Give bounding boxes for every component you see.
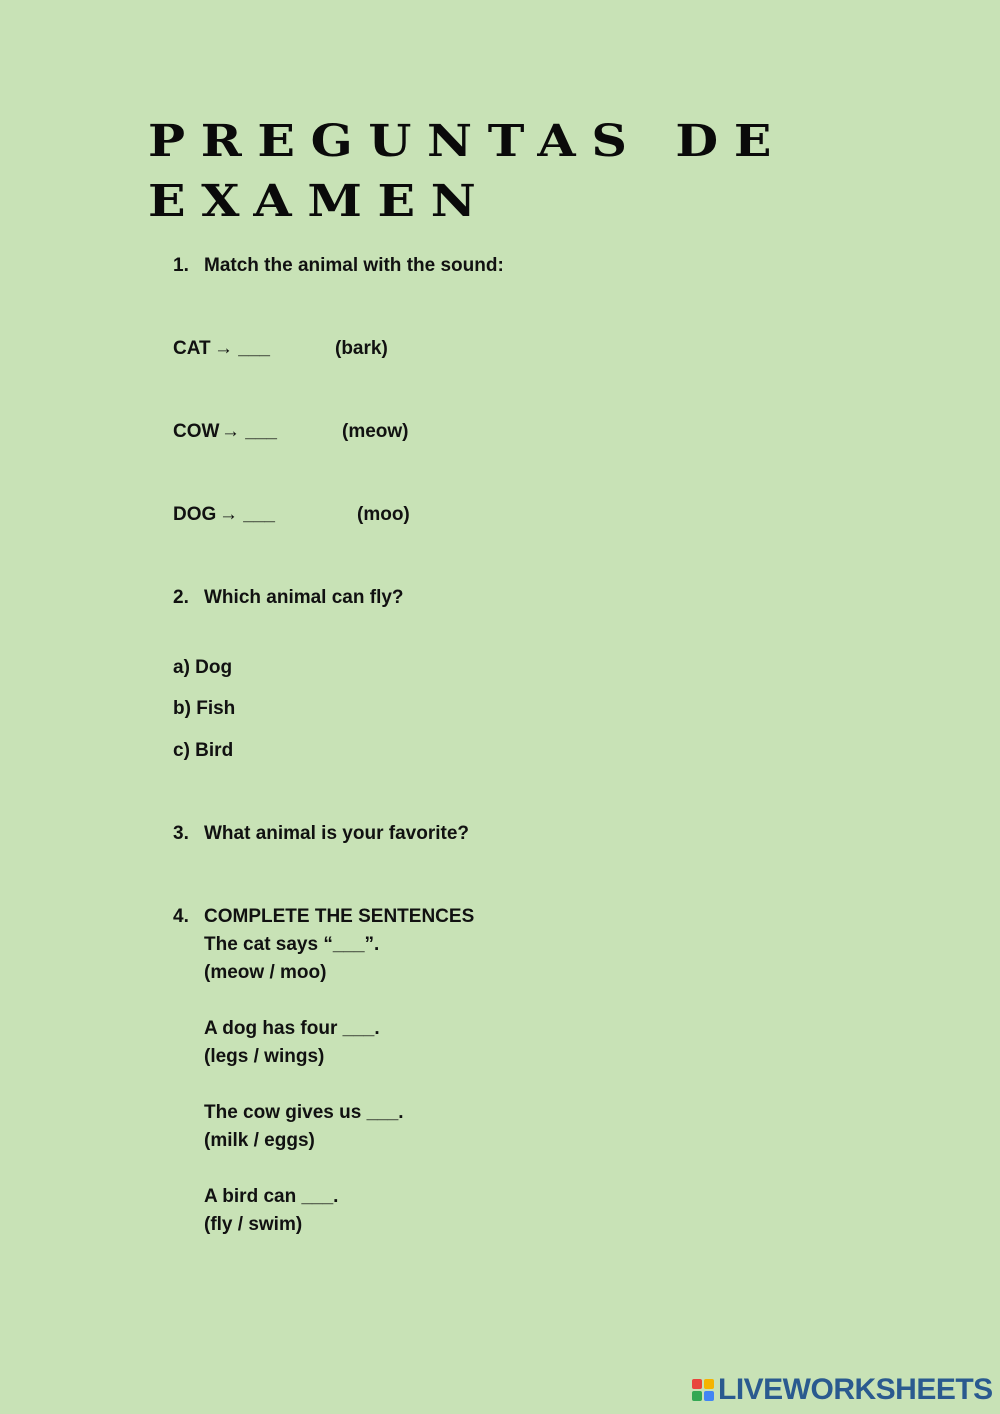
match-row-blank[interactable]: → ___ bbox=[214, 338, 270, 359]
sentence-text: The cat says “___”. bbox=[204, 934, 380, 955]
question-4-text: COMPLETE THE SENTENCES bbox=[204, 906, 475, 927]
match-row-sound: (bark) bbox=[335, 338, 388, 359]
logo-square bbox=[692, 1391, 702, 1401]
answer-option[interactable]: a) Dog bbox=[173, 657, 233, 678]
sentence-choices: (fly / swim) bbox=[204, 1214, 303, 1235]
liveworksheets-logo bbox=[692, 1374, 993, 1406]
match-row-animal: DOG bbox=[173, 504, 217, 525]
logo-square bbox=[704, 1379, 714, 1389]
question-3-text: What animal is your favorite? bbox=[204, 823, 469, 844]
sentence-choices: (milk / eggs) bbox=[204, 1130, 315, 1151]
worksheet-title: PREGUNTAS DE EXAMEN bbox=[148, 116, 788, 227]
match-row-blank[interactable]: → ___ bbox=[221, 421, 277, 442]
match-row-blank[interactable]: → ___ bbox=[219, 504, 275, 525]
question-2-text: Which animal can fly? bbox=[204, 587, 404, 608]
question-3-number: 3. bbox=[173, 823, 189, 844]
question-4-number: 4. bbox=[173, 906, 189, 927]
sentence-choices: (legs / wings) bbox=[204, 1046, 325, 1067]
logo-text: LIVEWORKSHEETS bbox=[718, 1373, 993, 1406]
answer-option[interactable]: c) Bird bbox=[173, 740, 234, 761]
question-1-number: 1. bbox=[173, 255, 189, 276]
sentence-text: A dog has four ___. bbox=[204, 1018, 380, 1039]
sentence-text: The cow gives us ___. bbox=[204, 1102, 404, 1123]
answer-option[interactable]: b) Fish bbox=[173, 698, 236, 719]
match-row-animal: COW bbox=[173, 421, 220, 442]
logo-square bbox=[692, 1379, 702, 1389]
match-row-sound: (moo) bbox=[357, 504, 410, 525]
match-row-animal: CAT bbox=[173, 338, 211, 359]
sentence-choices: (meow / moo) bbox=[204, 962, 327, 983]
question-2-number: 2. bbox=[173, 587, 189, 608]
logo-square bbox=[704, 1391, 714, 1401]
match-row-sound: (meow) bbox=[342, 421, 409, 442]
logo-squares-icon bbox=[692, 1379, 714, 1401]
sentence-text: A bird can ___. bbox=[204, 1186, 339, 1207]
question-1-text: Match the animal with the sound: bbox=[204, 255, 504, 276]
